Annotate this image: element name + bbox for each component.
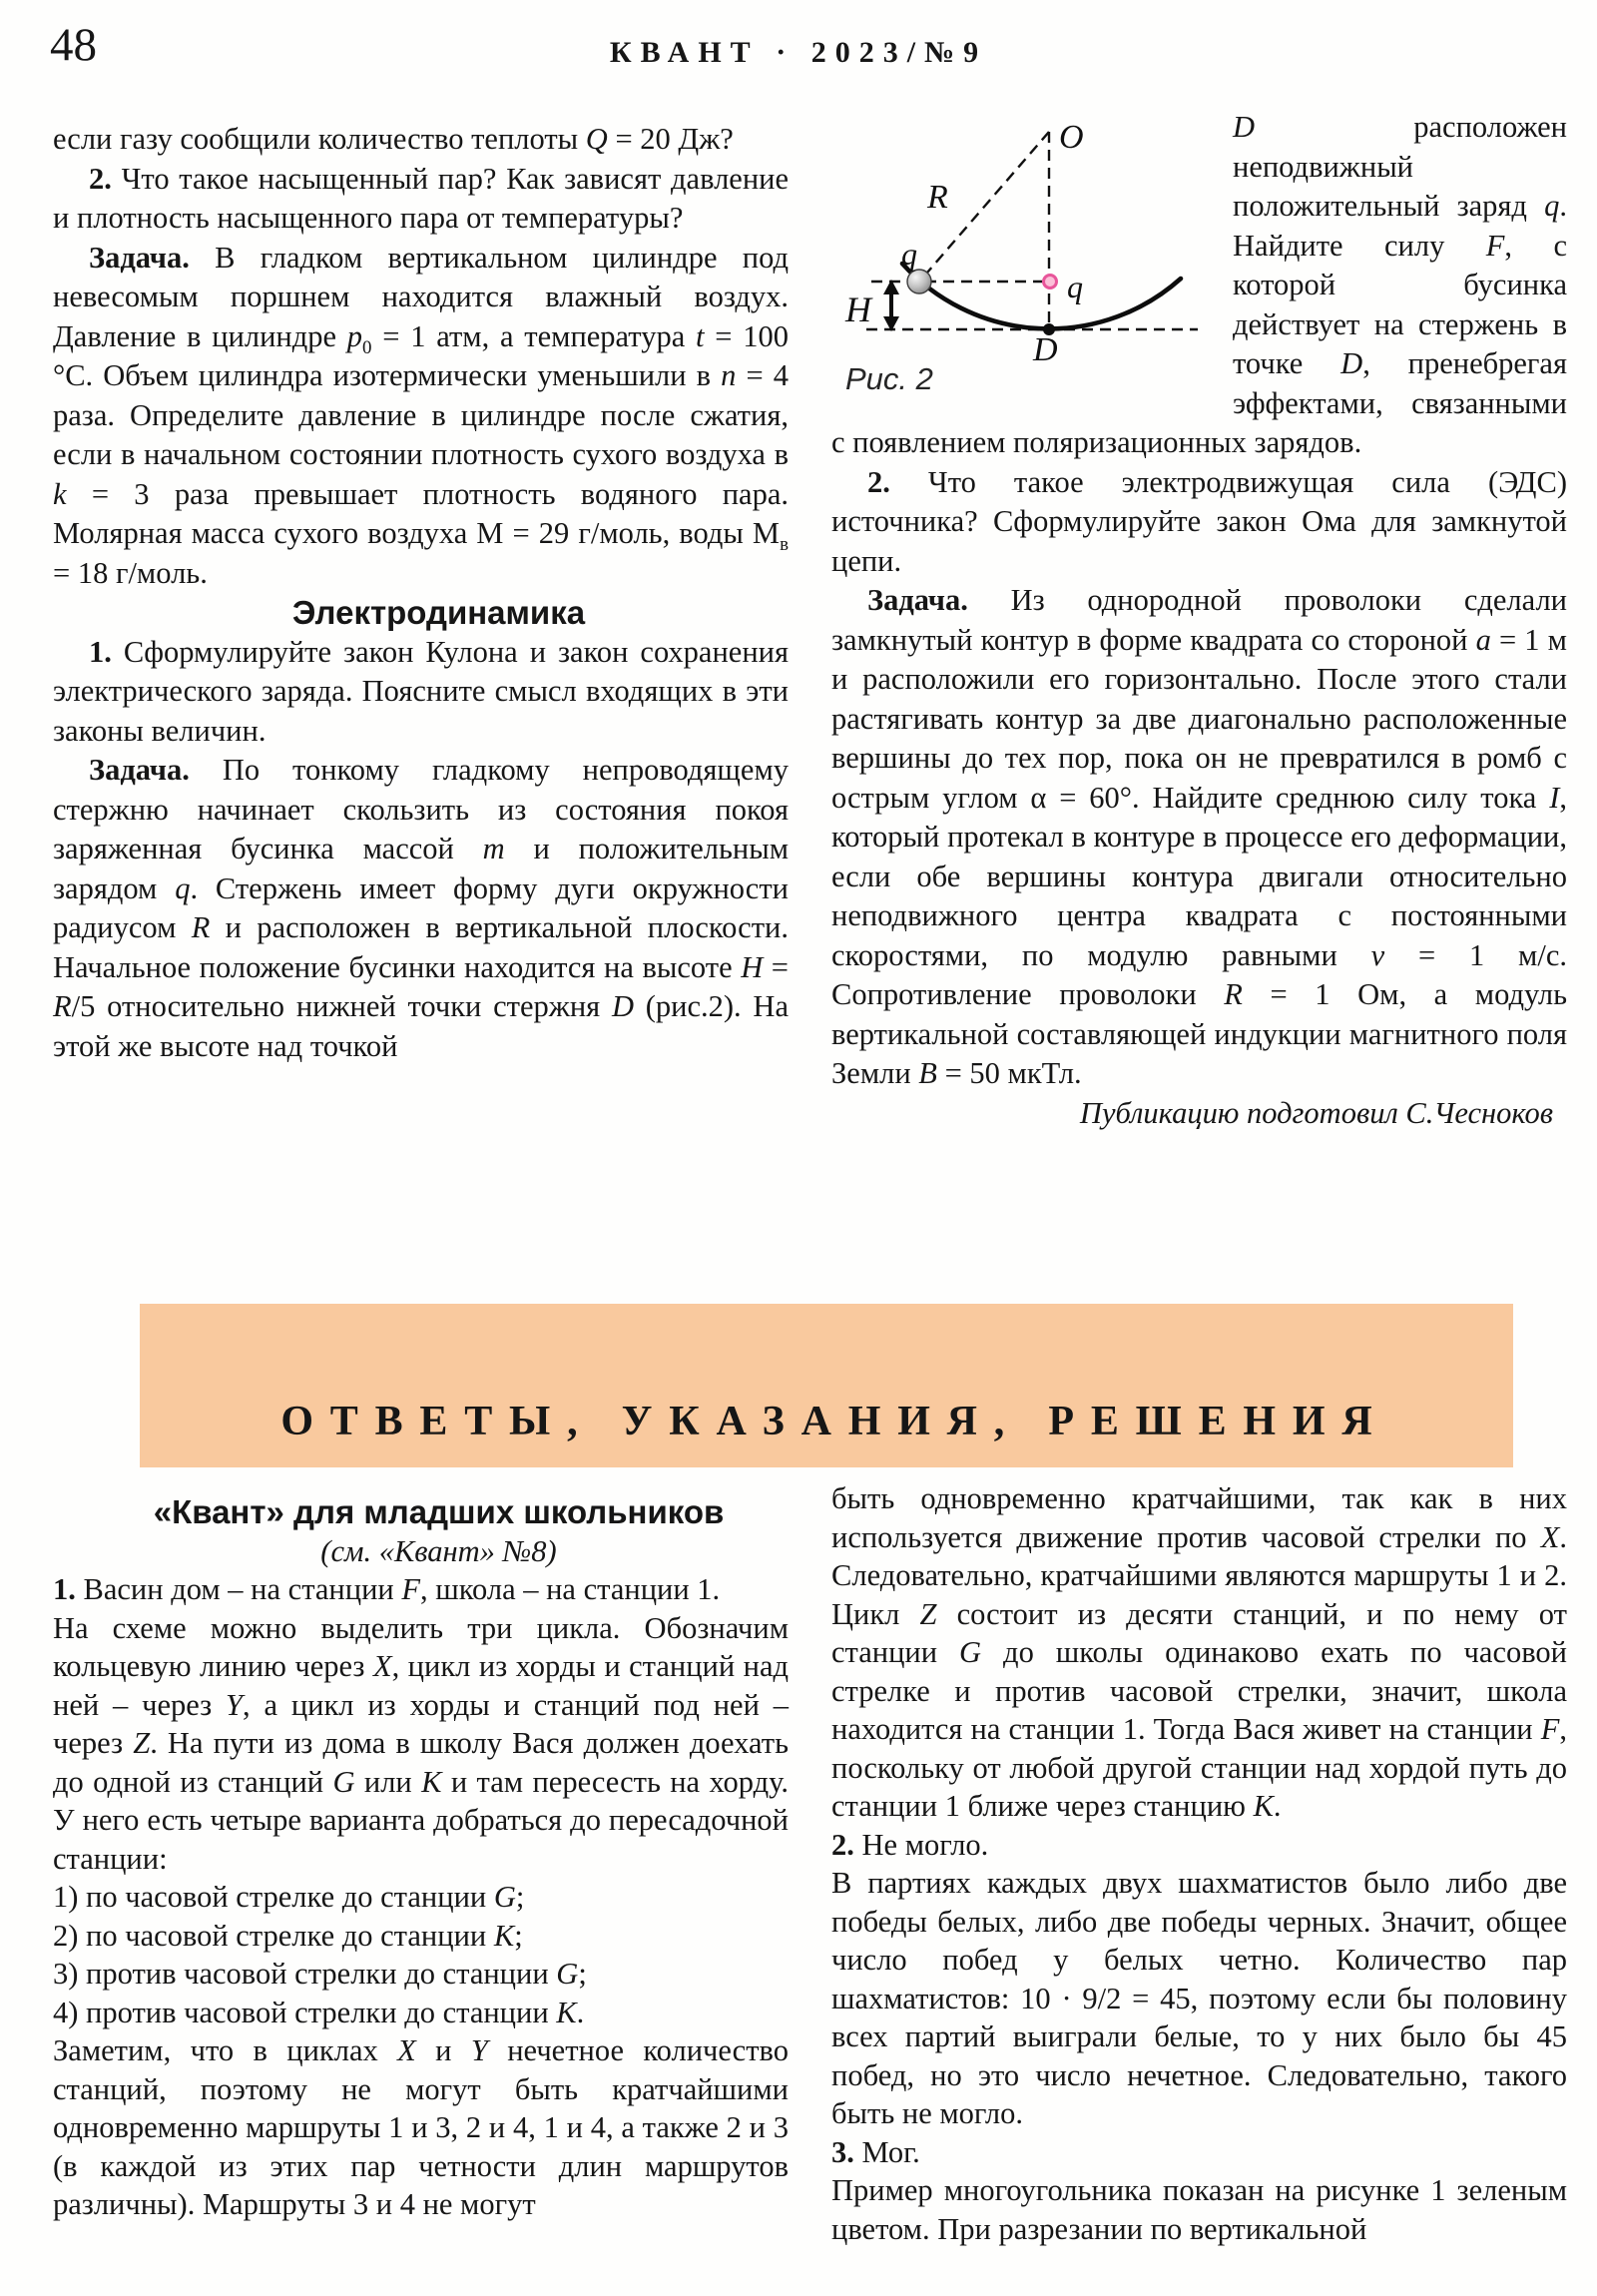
paragraph: 1. Сформулируйте закон Кулона и закон сохранения электрического заряда. Поясните смысл входящих в эти законы величин.: [53, 634, 790, 748]
bottom-left-column: [53, 1493, 789, 2224]
label-point-d: D: [1033, 331, 1058, 368]
top-left-column: [53, 120, 789, 1066]
list-item: 2) по часовой стрелке до станции K;: [53, 1918, 523, 1953]
answers-banner: [140, 1304, 1513, 1467]
answers-banner-title: ОТВЕТЫ, УКАЗАНИЯ, РЕШЕНИЯ: [280, 1399, 1389, 1444]
journal-header: КВАНТ · 2023/№9: [609, 36, 988, 69]
list-item: 3) против часовой стрелки до станции G;: [53, 1957, 587, 1991]
paragraph: 2. Что такое электродвижущая сила (ЭДС) источника? Сформулируйте закон Ома для замкнутой цепи.: [831, 464, 1567, 578]
bottom-right-column: [831, 1479, 1567, 2248]
paragraph: Заметим, что в циклах X и Y нечетное количество станций, поэтому не могут быть кратчайшими одновременно маршруты 1 и 3, 2 и 4, 1 и 4, а также 2 и 3 (в каждой из этих пар четности длин маршрутов различны). Маршруты 3 и 4 не могут: [53, 2033, 789, 2221]
paragraph: 3. Мог.: [831, 2134, 920, 2169]
credit-line: Публикацию подготовил С.Чесноков: [1079, 1095, 1553, 1130]
paragraph: Задача. Из однородной проволоки сделали замкнутый контур в форме квадрата со стороной a = 1 м и расположили его горизонтально. После этого стали растягивать контур за две диагонально расположенные вершины до тех пор, пока он не превратился в ромб с острым углом α = 60°. Найдите среднюю силу тока I, который протекал в контуре в процессе его деформации, если обе вершины контура двигали относительно неподвижного центра квадрата с постоянными скоростями, по модулю равными v = 1 м/с. Сопротивление проволоки R = 1 Ом, а модуль вертикальной составляющей индукции магнитного поля Земли B = 50 мкТл.: [831, 583, 1568, 1090]
section-heading-electrodynamics: Электродинамика: [291, 594, 586, 631]
paragraph: 1. Васин дом – на станции F, школа – на станции 1.: [53, 1572, 721, 1606]
figure-drawing: [831, 108, 1233, 399]
page-number: 48: [50, 19, 97, 71]
label-height-h: H: [845, 289, 871, 329]
rod-arc: [902, 264, 1181, 328]
paragraph: 2. Не могло.: [831, 1827, 989, 1862]
paragraph: Задача. По тонкому гладкому непроводящему стержню начинает скользить из состояния покоя заряженная бусинка массой m и положительным зарядом q. Стержень имеет форму дуги окружности радиусом R и расположен в вертикальной плоскости. Начальное положение бусинки находится на высоте H = R/5 относительно нижней точки стержня D (рис.2). На этой же высоте над точкой: [53, 753, 789, 1063]
list-item: 4) против часовой стрелки до станции K.: [53, 1995, 585, 2029]
list-item: 1) по часовой стрелке до станции G;: [53, 1880, 525, 1914]
paragraph: Пример многоугольника показан на рисунке 1 зеленым цветом. При разрезании по вертикальной: [831, 2173, 1567, 2246]
bead: [907, 270, 931, 293]
fixed-charge-dot: [1044, 276, 1057, 288]
paragraph: В партиях каждых двух шахматистов было либо две победы белых, либо две победы черных. Значит, общее число побед у белых четно. Количество пар шахматистов: 10 · 9/2 = 45, поэтому если бы половину всех партий выиграли белые, то у них было бы 45 побед, но это число нечетное. Следовательно, такого быть не могло.: [831, 1866, 1567, 2130]
kvant-junior-subheading: (см. «Квант» №8): [320, 1533, 557, 1568]
kvant-junior-heading: «Квант» для младших школьников: [153, 1493, 725, 1530]
top-right-column: [831, 108, 1567, 1133]
label-fixed-charge-q: q: [1067, 269, 1083, 304]
paragraph: 2. Что такое насыщенный пар? Как зависят давление и плотность насыщенного пара от температуры?: [53, 161, 790, 235]
paragraph: D расположен неподвижный положительный заряд q. Найдите силу F, с которой бусинка действует на стержень в точке D, пренебрегая эффектами, связанными с появлением поляризационных зарядов.: [831, 110, 1567, 459]
paragraph: если газу сообщили количество теплоты Q = 20 Дж?: [53, 122, 734, 156]
figure-ris-2: [831, 108, 1233, 399]
label-center-o: O: [1059, 119, 1084, 156]
label-bead-charge-q: q: [901, 236, 917, 272]
figure-caption: Рис. 2: [845, 361, 933, 396]
label-radius-r: R: [927, 179, 948, 216]
paragraph: Задача. В гладком вертикальном цилиндре под невесомым поршнем находится влажный воздух. Давление в цилиндре $p_0 = 1$ атм, а температура t = 100 °C. Объем цилиндра изотермически уменьшили в n = 4 раза. Определите давление в цилиндре после сжатия, если в начальном состоянии плотность сухого воздуха в k = 3 раза превышает плотность водяного пара. Молярная масса сухого воздуха М = 29 г/моль, воды $М_в = 18$ г/моль.: [53, 240, 790, 590]
paragraph: На схеме можно выделить три цикла. Обозначим кольцевую линию через X, цикл из хорды и станций над ней – через Y, а цикл из хорды и станций под ней – через Z. На пути из дома в школу Вася должен доехать до одной из станций G или K и там пересесть на хорду. У него есть четыре варианта добраться до пересадочной станции:: [53, 1610, 790, 1876]
paragraph: быть одновременно кратчайшими, так как в них используется движение против часовой стрелки по X. Следовательно, кратчайшими являются маршруты 1 и 2. Цикл Z состоит из десяти станций, и по нему от станции G до школы одинаково ехать по часовой стрелке и против часовой стрелки, значит, школа находится на станции 1. Тогда Вася живет на станции F, поскольку от любой другой станции над хордой путь до станции 1 ближе через станцию K.: [831, 1481, 1567, 1823]
